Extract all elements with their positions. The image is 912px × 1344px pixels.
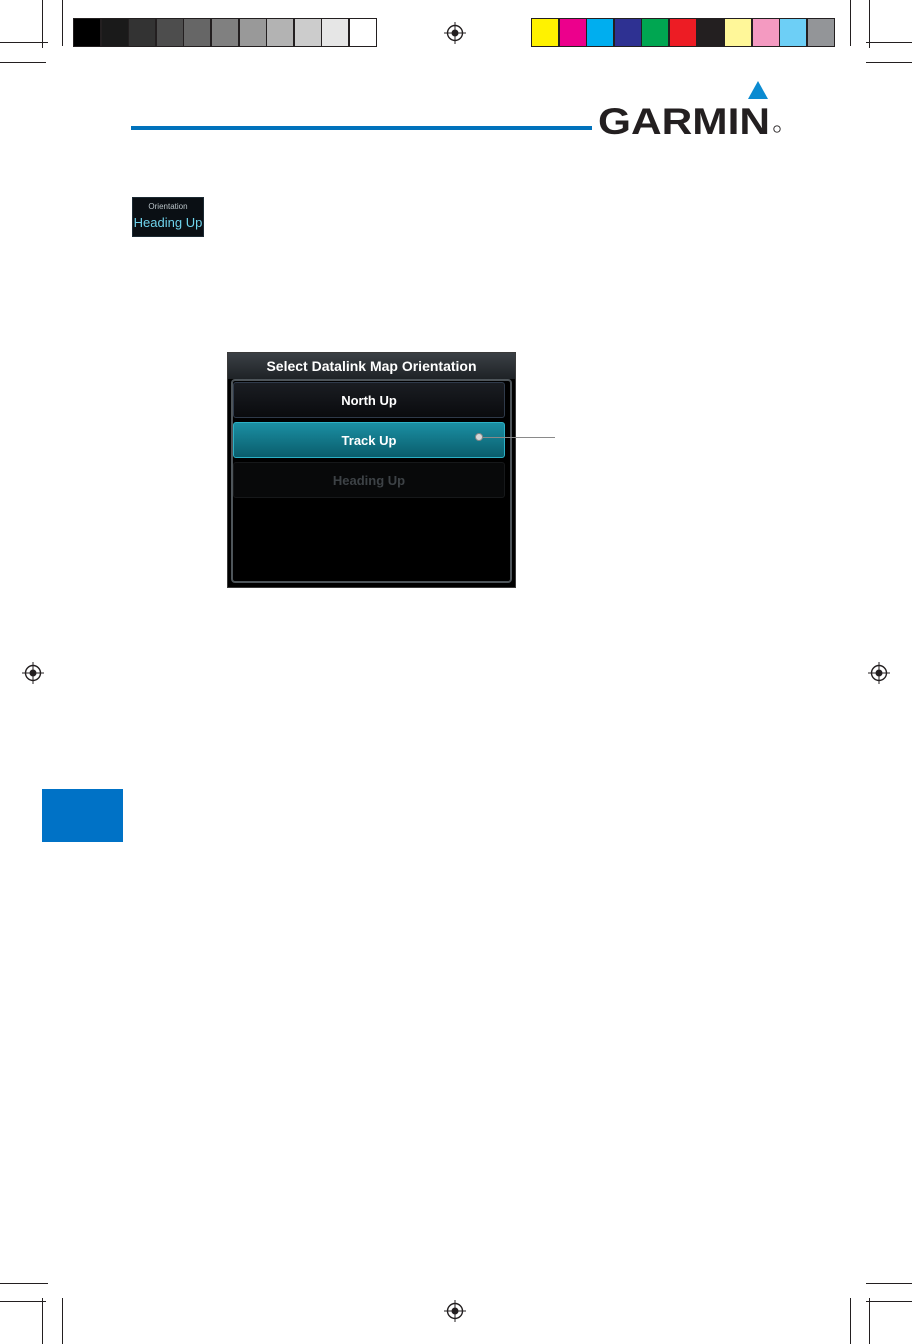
option-track-up[interactable]: Track Up [233, 422, 505, 458]
crop-mark-bottom-left-v2 [62, 1298, 63, 1344]
orientation-key-value: Heading Up [133, 215, 203, 230]
crop-mark-top-left-v2 [62, 0, 63, 46]
color-swatch [211, 18, 239, 47]
section-tab [42, 789, 123, 842]
crop-mark-top-right-v2 [850, 0, 851, 46]
crop-mark-bottom-right-h2 [866, 1301, 912, 1302]
color-swatch [321, 18, 349, 47]
dialog-title: Select Datalink Map Orientation [228, 353, 515, 379]
color-swatch [349, 18, 377, 47]
color-swatch [807, 18, 835, 47]
color-swatch [101, 18, 129, 47]
callout-dot [475, 433, 483, 441]
color-swatch [128, 18, 156, 47]
color-swatch [239, 18, 267, 47]
crop-mark-bottom-right-v2 [850, 1298, 851, 1344]
crop-mark-top-right-v [869, 0, 870, 48]
option-north-up[interactable]: North Up [233, 382, 505, 418]
color-swatch [586, 18, 614, 47]
color-swatch [724, 18, 752, 47]
registration-mark-icon [868, 662, 890, 684]
color-swatch [266, 18, 294, 47]
crop-mark-bottom-left-h [0, 1283, 48, 1284]
garmin-logo-text: GARMIN [598, 101, 770, 136]
crop-mark-bottom-left-h2 [0, 1301, 46, 1302]
orientation-key-label: Orientation [148, 202, 188, 211]
option-heading-up: Heading Up [233, 462, 505, 498]
orientation-dialog [227, 352, 516, 588]
color-swatch [73, 18, 101, 47]
color-swatch [641, 18, 669, 47]
color-swatch [669, 18, 697, 47]
header-rule [131, 126, 592, 130]
color-swatch [697, 18, 725, 47]
color-swatch [183, 18, 211, 47]
garmin-triangle-icon [748, 81, 768, 99]
color-swatch [559, 18, 587, 47]
crop-mark-top-left-h2 [0, 62, 46, 63]
crop-mark-bottom-right-h [866, 1283, 912, 1284]
garmin-logo [598, 80, 782, 136]
color-swatch [752, 18, 780, 47]
registration-mark-icon [444, 1300, 466, 1322]
color-swatch [294, 18, 322, 47]
crop-mark-top-right-h [866, 42, 912, 43]
color-swatch [531, 18, 559, 47]
color-swatch [156, 18, 184, 47]
registration-mark-icon [22, 662, 44, 684]
crop-mark-top-left-v [42, 0, 43, 48]
crop-mark-bottom-right-v [869, 1298, 870, 1344]
crop-mark-top-left-h [0, 42, 48, 43]
color-swatch [779, 18, 807, 47]
registration-mark-icon [444, 22, 466, 44]
callout-line [480, 437, 555, 438]
color-swatch [614, 18, 642, 47]
crop-mark-top-right-h2 [866, 62, 912, 63]
crop-mark-bottom-left-v [42, 1298, 43, 1344]
orientation-key[interactable] [132, 197, 204, 237]
